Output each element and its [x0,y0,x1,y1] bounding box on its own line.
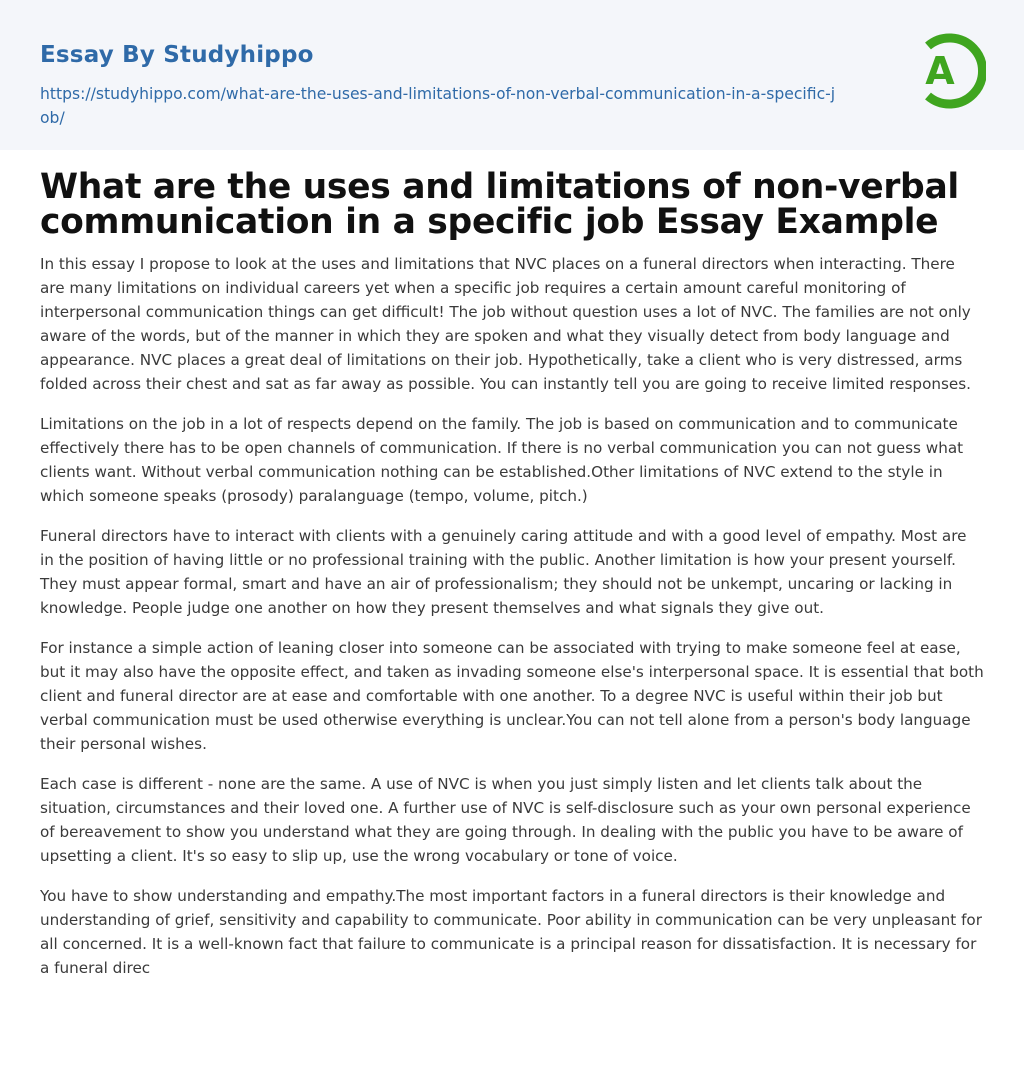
brand-title[interactable]: Essay By Studyhippo [40,42,314,68]
essay-paragraph: Funeral directors have to interact with clients with a genuinely caring attitude and with a good level of empathy. Most are in the position of having little or no professional training with the public. Another limitation is how your present yourself. They must appear formal, smart and have an air of professionalism; they should not be unkempt, uncaring or lacking in knowledge. People judge one another on how they present themselves and what signals they give out. [40,527,967,617]
source-url-link[interactable]: https://studyhippo.com/what-are-the-uses-and-limitations-of-non-verbal-communication-in-a-specific-job/ [40,85,836,127]
site-header [0,0,1024,150]
essay-paragraph: Limitations on the job in a lot of respects depend on the family. The job is based on communication and to communicate effectively there has to be open channels of communication. If there is no verbal communication you can not guess what clients want. Without verbal communication nothing can be established.Other limitations of NVC extend to the style in which someone speaks (prosody) paralanguage (tempo, volume, pitch.) [40,415,964,505]
essay-paragraph: You have to show understanding and empathy.The most important factors in a funeral directors is their knowledge and understanding of grief, sensitivity and capability to communicate. Poor ability in communication can be very unpleasant for all concerned. It is a well-known fact that failure to communicate is a principal reason for dissatisfaction. It is necessary for a funeral direc [40,887,982,977]
essay-paragraph: For instance a simple action of leaning closer into someone can be associated with trying to make someone feel at ease, but it may also have the opposite effect, and taken as invading someone else's interpersonal space. It is essential that both client and funeral director are at ease and comfortable with one another. To a degree NVC is useful within their job but verbal communication must be used otherwise everything is unclear.You can not tell alone from a person's body language their personal wishes. [40,639,984,753]
essay-paragraph: Each case is different - none are the same. A use of NVC is when you just simply listen and let clients talk about the situation, circumstances and their loved one. A further use of NVC is self-disclosure such as your own personal experience of bereavement to show you understand what they are going through. In dealing with the public you have to be aware of upsetting a client. It's so easy to slip up, use the wrong vocabulary or tone of voice. [40,775,971,865]
studyhippo-logo-icon[interactable] [906,28,986,114]
essay-title: What are the uses and limitations of non-verbal communication in a specific job Essay Example [40,167,959,242]
article-body [0,150,1024,980]
essay-paragraph: In this essay I propose to look at the uses and limitations that NVC places on a funeral directors when interacting. There are many limitations on individual careers yet when a specific job requires a certain amount careful monitoring of interpersonal communication things can get difficult! The job without question uses a lot of NVC. The families are not only aware of the words, but of the manner in which they are spoken and what they visually detect from body language and appearance. NVC places a great deal of limitations on their job. Hypothetically, take a client who is very distressed, arms folded across their chest and sat as far away as possible. You can instantly tell you are going to receive limited responses. [40,255,971,393]
logo-letter: A [925,49,955,93]
